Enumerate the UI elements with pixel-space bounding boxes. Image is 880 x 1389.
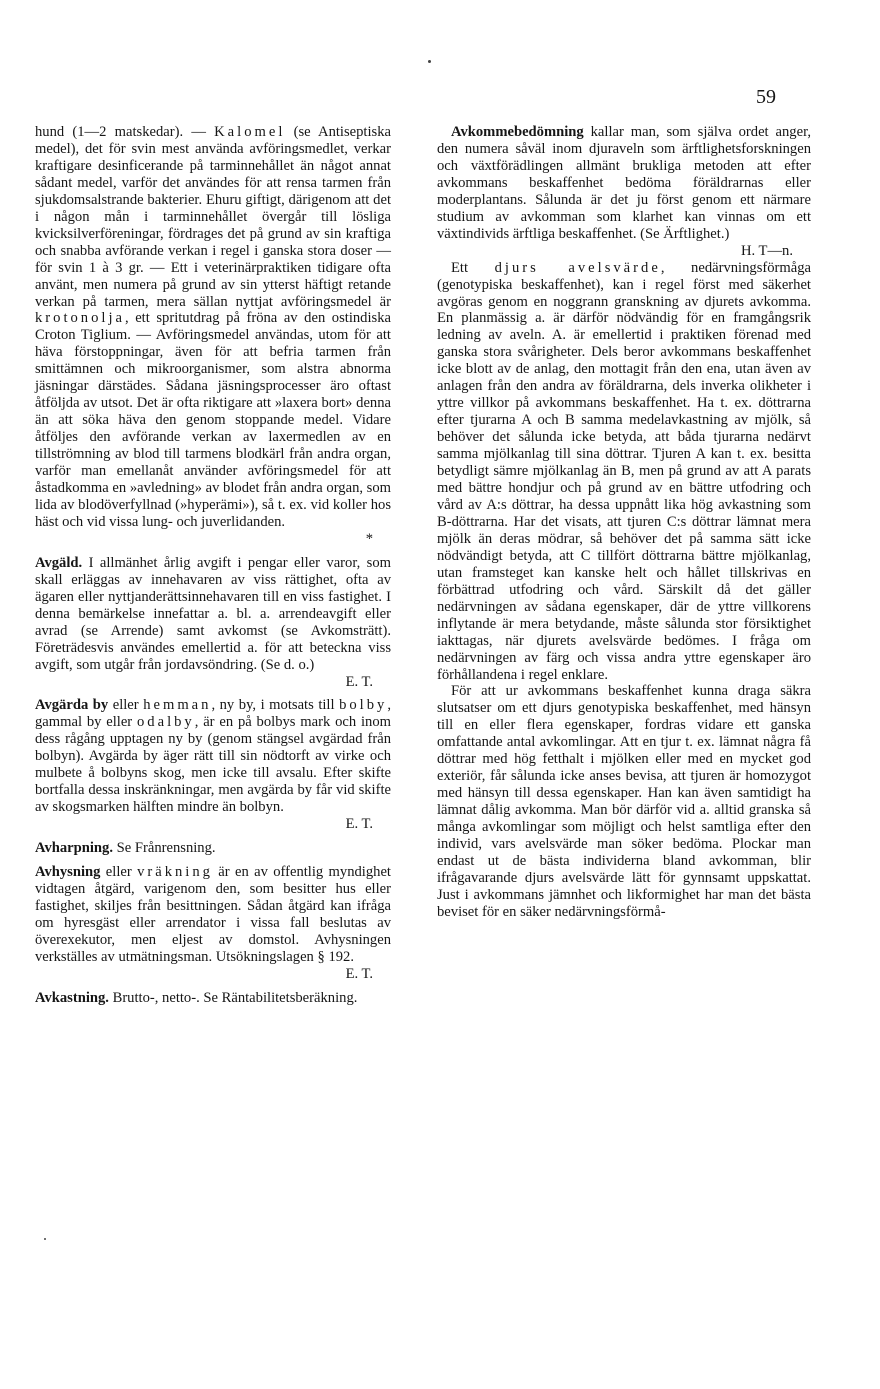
text-run: Ett xyxy=(451,259,495,276)
author-signature: E. T. xyxy=(345,965,373,982)
entry-avhysning xyxy=(35,864,391,983)
spaced-term-kalomel: Kalomel xyxy=(214,124,286,140)
text-run: hund (1—2 matskedar). — xyxy=(35,124,215,140)
entry-avkastning xyxy=(35,990,391,1007)
spaced-term-krotonolja: krotonolja xyxy=(35,310,125,327)
entry-avharpning xyxy=(35,840,391,857)
entry-avgarda-by xyxy=(35,697,391,833)
spaced-term: odalby xyxy=(137,714,195,731)
left-column xyxy=(35,124,391,1007)
headword: Avgäld. xyxy=(35,554,83,571)
page-number: 59 xyxy=(756,86,776,108)
text-run: , ett spritutdrag på fröna av den ostindiska Croton Tiglium. — Avföringsmedel användas, utom för att häva förstoppningar, även för att befria tarmen från smittämnen och mikroorganismer, som alstra abnorma jäsningar därstädes. Sådana jäsningsprocesser äro oftast åtföljda av utsot. Det är ofta riktigare att »laxera bort» denna än att söka häva den genom stoppande medel. Vidare åtföljes den avförande verkan av laxermedlen av en tillströmning av blod till tarmens blodkärl från andra organ, varför man emellanåt använder avföringsmedel för att åstadkomma en »avledning» av blodet från andra organ, som lida av blodöverfyllnad (»hyperämi»), så t. ex. vid koller hos häst och vid vissa lung- och juverlidanden. xyxy=(35,310,391,530)
headword: Avkommebedömning xyxy=(451,124,584,140)
entry-avkommebedomning xyxy=(437,124,811,260)
spaced-term: hemman xyxy=(143,697,212,714)
entry-text: I allmänhet årlig avgift i pengar eller varor, som skall erläggas av innehavaren av viss rättighet, ofta av ägaren eller nyttjanderättsinnehavaren till en viss fastighet. I denna bemärkelse innefattar a. bl. a. arrendeavgift eller avrad (se Arrende) samt avkomst (se Avkomsträtt). Företrädesvis användes emellertid a. för att beteckna viss avgift, som utgår från jordavsöndring. (Se d. o.) xyxy=(35,554,391,673)
text-run: eller xyxy=(100,864,138,881)
author-signature: * xyxy=(365,530,373,547)
paragraph-avelsvarde xyxy=(437,260,811,684)
text-run: , ny by, i motsats till xyxy=(211,697,340,714)
author-signature: E. T. xyxy=(345,673,373,690)
author-signature: E. T. xyxy=(345,816,373,833)
text-run: , är en på bolbys mark och inom dess rågång upptagen ny by (genom stängsel avgärdad från bolbyn). Avgärda by äger rätt till sin nödtorft av virke och mulbete å bolbyns skog, men icke till avsalu. Efter skifte bortfalla dessa inskränkningar, men avgärda by får vid skifte av skogsmarken hälften mindre än bolbyn. xyxy=(35,714,391,816)
spaced-term: vräkning xyxy=(137,864,213,881)
ink-speck xyxy=(44,1238,46,1240)
headword: Avharpning. xyxy=(35,840,113,857)
entry-text: Brutto-, netto-. Se Räntabilitetsberäkning. xyxy=(108,989,358,1006)
paragraph-laxative-continuation xyxy=(35,124,391,548)
text-run: , nedärvningsförmåga (genotypiska beskaffenhet), kan i regel först med säkerhet avgöras genom en noggrann granskning av djurets avkomma. En planmässig a. är därför nödvändig för en framgångsrik ledning av aveln. A. är emellertid i praktiken förenad med ganska stora svårigheter. Dels beror avkommans beskaffenhet icke blott av de anlag, den mottagit från den ena, utan även av anlagen från den andra av föräldrarna, dels inverka olikheter i yttre villkor på avkommans beskaffenhet. Ha t. ex. döttrarna efter tjurarna A och B samma medelavkastning av mjölk, så behöver det sålunda icke betyda, att båda tjurarna nedärvt samma mjölkanlag till sina döttrar. Tjuren A kan t. ex. besitta betydligt sämre mjölkanlag än B, men på grund av att A parats med bättre hondjur och på grund av en bättre utfodring och vård av A:s döttrar, ha dessa uppnått lika hög avkastning som B-döttrarna. Har det visats, att tjuren C:s döttrar lämnat mera mjölk än deras mödrar, så behöver det på samma sätt icke nödvändigt betyda, att C tillfört döttrarna bättre mjölkanlag, utan framsteget kan kanske helt och hållet tillskrivas en förbättrad utfodring och vård. Särskilt då det gäller nedärvningen av sådana egenskaper, där de yttre villkorens inflytande är mera betydande, måste sålunda stor försiktighet iakttagas, när djurets avelsvärde bedömes. I fråga om nedärvningen av färg och vissa andra yttre egenskaper äro förhållandena i regel enklare. xyxy=(437,259,812,683)
headword: Avhysning xyxy=(35,864,101,881)
text-run: För att ur avkommans beskaffenhet kunna draga säkra slutsatser om ett djurs genotypiska beskaffenhet, med hänsyn till en eller flera egenskaper, fordras vidare ett ganska omfattande antal avkomlingar. Att en tjur t. ex. lämnat några få döttrar med hög fetthalt i mjölken eller med en mycket god exteriör, får sålunda icke anses bevisa, att tjuren är homozygot med hänsyn till dessa egenskaper. Han kan även samtidigt ha lämnat dålig avkomma. Man bör därför vid a. alltid granska så många avkomlingar som möjligt och helst samtliga efter den individ, vars avelsvärde man söker bedöma. Plockar man endast ut de bästa individerna bland avkomman, blir ifrågavarande djurs avelsvärde lätt för gynnsamt uppskattat. Just i avkommans jämnhet och likformighet har man det bästa beviset för en säker nedärvningsförmå- xyxy=(437,683,811,920)
spaced-term: bolby xyxy=(339,697,388,714)
entry-text: kallar man, som själva ordet anger, den numera såväl inom djuraveln som ärftlighetsforskningen och växtförädlingen allmänt brukliga metoden att efter avkommans beskaffenhet bedöma föräldrarnas eller moderplantans. Sålunda är det ju först genom ett närmare studium av avkomman som klarhet kan vinnas om ett växtindivids ärftliga beskaffenhet. (Se Ärftlighet.) xyxy=(437,124,811,242)
headword: Avkastning. xyxy=(35,989,109,1006)
ink-speck xyxy=(428,60,431,63)
spaced-term: djurs avelsvärde xyxy=(494,259,661,276)
paragraph-slutsatser xyxy=(437,683,811,920)
text-run: eller xyxy=(108,697,144,714)
entry-avgald xyxy=(35,555,391,691)
right-column xyxy=(437,124,811,921)
text-run: (se Antiseptiska medel), det för svin mest använda avföringsmedlet, verkar kraftigare desinficerande på tarminnehållet än något annat sådant medel, varför det användes för att rensa tarmen från sjukdomsalstrande bakterier. Ehuru giftigt, därigenom att det i någon mån i tarminnehållet övergår till lösliga kvicksilverföreningar, fördrages det på grund av sin kraftiga och snabba avförande verkan i regel i ganska stora doser — för svin 1 à 3 gr. — Ett i veterinärpraktiken tidigare ofta använt, men numera på grund av sin ytterst häftigt retande verkan på tarmen, mera sällan nyttjat avföringsmedel är xyxy=(35,124,391,310)
entry-text: Se Frånrensning. xyxy=(113,840,216,857)
text-run: är en av offentlig myndighet vidtagen åtgärd, varigenom den, som besitter hus eller fastighet, skiljes från besittningen. Sådan åtgärd kan ifråga om hyresgäst eller arrendator i vissa fall beslutas av överexekutor, men eljest av domstol. Avhysningen verkställes av utmätningsman. Utsökningslagen § 192. xyxy=(35,864,391,965)
author-signature: H. T—n. xyxy=(740,242,793,259)
headword: Avgärda by xyxy=(35,697,109,714)
text-run: , gammal by eller xyxy=(35,697,391,731)
